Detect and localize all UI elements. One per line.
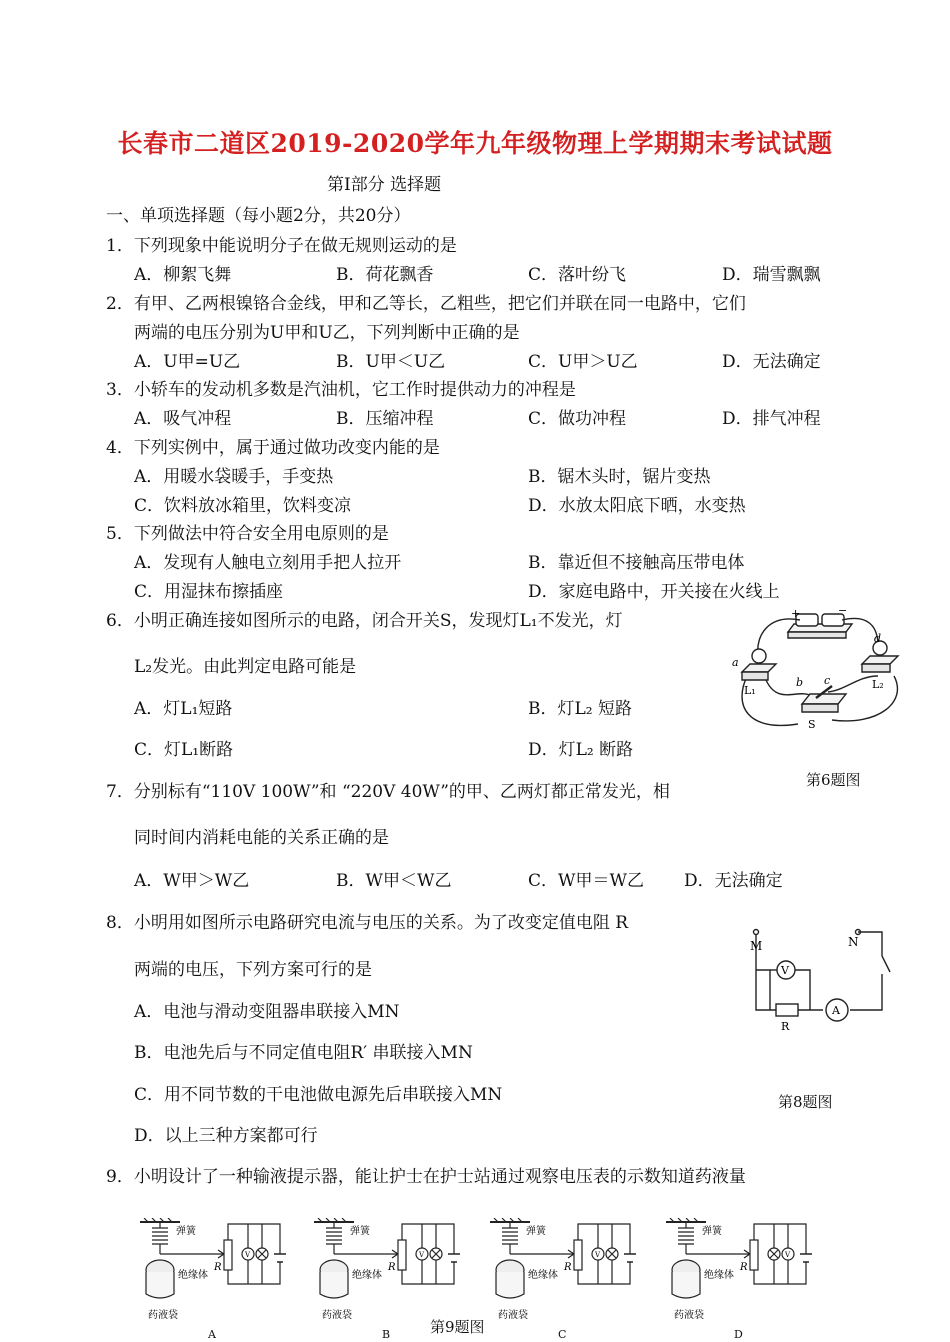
slider-arrow (334, 1250, 398, 1258)
terminal-d-label: d (874, 632, 882, 645)
q6-figure-caption: 第6题图 (806, 771, 861, 789)
battery-plus-label: + (791, 607, 801, 620)
battery (448, 1254, 460, 1262)
terminal-c-label: c (824, 674, 831, 687)
q8-option-d[interactable]: D．以上三种方案都可行 (134, 1126, 318, 1146)
q9-label-c: C (558, 1328, 567, 1341)
battery-minus-label: − (838, 606, 848, 617)
wire-l1-switch (766, 680, 812, 696)
q8-stem-line2: 两端的电压，下列方案可行的是 (134, 960, 372, 980)
spring (678, 1222, 694, 1254)
wire-battery-l2 (842, 618, 878, 646)
q5-option-d[interactable]: D．家庭电路中，开关接在火线上 (528, 582, 780, 602)
q9-diagram-c (490, 1218, 640, 1328)
drip-bag-body (320, 1272, 348, 1298)
q1-option-a[interactable]: A．柳絮飞舞 (134, 265, 232, 285)
battery (800, 1254, 812, 1262)
q6-circuit-figure (728, 606, 908, 738)
q6-option-a[interactable]: A．灯L₁短路 (134, 699, 233, 719)
q5-option-c[interactable]: C．用湿抹布擦插座 (134, 582, 284, 602)
spring-label: 弹簧 (526, 1226, 546, 1237)
switch-base-top (802, 694, 846, 704)
q6-stem-line1: 6．小明正确连接如图所示的电路，闭合开关S，发现灯L₁不发光，灯 (106, 611, 623, 631)
q7-stem-line2: 同时间内消耗电能的关系正确的是 (134, 828, 389, 848)
q6-option-d[interactable]: D．灯L₂ 断路 (528, 740, 634, 760)
l1-base-front (742, 672, 768, 680)
q7-stem-line1: 7．分别标有“110V 100W”和 “220V 40W”的甲、乙两灯都正常发光，相 (106, 782, 670, 802)
l1-base-top (742, 664, 776, 672)
q8-option-a[interactable]: A．电池与滑动变阻器串联接入MN (134, 1002, 400, 1022)
terminal-m-label: M (750, 939, 763, 953)
rheostat-label: R (388, 1262, 396, 1273)
q4-option-c[interactable]: C．饮料放冰箱里，饮料变凉 (134, 496, 352, 516)
rheostat-r (224, 1240, 232, 1270)
q2-option-a[interactable]: A．U甲=U乙 (134, 352, 241, 372)
wire-branch-left (756, 970, 770, 1010)
wire-right (850, 974, 882, 1010)
q4-stem: 4．下列实例中，属于通过做功改变内能的是 (106, 438, 440, 458)
battery-box-front (788, 632, 846, 638)
terminal-m (754, 930, 759, 935)
wire-switch-l2 (828, 676, 878, 692)
q5-stem: 5．下列做法中符合安全用电原则的是 (106, 524, 389, 544)
insulator-label: 绝缘体 (528, 1270, 558, 1281)
q9-label-d: D (734, 1328, 743, 1341)
q9-figure-d (666, 1218, 816, 1341)
lamp-l2-label: L₂ (872, 678, 884, 691)
q9-figure-a (140, 1218, 290, 1341)
voltmeter-label: V (245, 1251, 251, 1259)
q8-circuit-figure (740, 922, 920, 1034)
spring-label: 弹簧 (350, 1226, 370, 1237)
lamp-l1-label: L₁ (744, 684, 756, 697)
q9-label-b: B (382, 1328, 391, 1341)
terminal-b-label: b (796, 676, 804, 689)
q6-option-c[interactable]: C．灯L₁断路 (134, 740, 234, 760)
rheostat-r (574, 1240, 582, 1270)
section-heading: 一、单项选择题（每小题2分，共20分） (106, 206, 411, 226)
switch-s-label: S (808, 718, 816, 731)
q3-option-d[interactable]: D．排气冲程 (722, 409, 821, 429)
drip-bag-body (496, 1272, 524, 1298)
q7-option-b[interactable]: B．W甲＜W乙 (336, 871, 452, 891)
q9-label-a: A (208, 1328, 216, 1341)
wire-n-switch (858, 932, 882, 956)
voltmeter-label: V (785, 1251, 791, 1259)
page-title: 长春市二道区2019-2020学年九年级物理上学期期末考试试题 (117, 129, 833, 158)
voltmeter-label: V (781, 964, 789, 977)
voltmeter-label: V (419, 1251, 425, 1259)
q1-option-b[interactable]: B．荷花飘香 (336, 265, 434, 285)
spring-label: 弹簧 (702, 1226, 722, 1237)
q2-stem-line1: 2．有甲、乙两根镍铬合金线，甲和乙等长，乙粗些，把它们并联在同一电路中，它们 (106, 294, 746, 314)
spring-label: 弹簧 (176, 1226, 196, 1237)
ammeter-label: A (832, 1004, 840, 1017)
bag-label: 药液袋 (498, 1310, 528, 1321)
bag-label: 药液袋 (674, 1310, 704, 1321)
spring (152, 1222, 168, 1254)
drip-bag-body (146, 1272, 174, 1298)
q3-option-a[interactable]: A．吸气冲程 (134, 409, 232, 429)
rheostat-r (750, 1240, 758, 1270)
q5-option-a[interactable]: A．发现有人触电立刻用手把人拉开 (134, 553, 402, 573)
q1-option-c[interactable]: C．落叶纷飞 (528, 265, 627, 285)
battery (274, 1254, 286, 1262)
switch-blade (882, 956, 890, 972)
part-heading: 第I部分 选择题 (327, 175, 442, 195)
slider-arrow (160, 1250, 224, 1258)
switch-base-front (802, 704, 838, 712)
q2-option-c[interactable]: C．U甲＞U乙 (528, 352, 638, 372)
q7-option-d[interactable]: D．无法确定 (684, 871, 783, 891)
q2-option-b[interactable]: B．U甲＜U乙 (336, 352, 446, 372)
q2-stem-line2: 两端的电压分别为U甲和U乙，下列判断中正确的是 (134, 323, 520, 343)
bag-label: 药液袋 (322, 1310, 352, 1321)
q5-option-b[interactable]: B．靠近但不接触高压带电体 (528, 553, 745, 573)
insulator-label: 绝缘体 (178, 1270, 208, 1281)
rheostat-label: R (564, 1262, 572, 1273)
q8-option-b[interactable]: B．电池先后与不同定值电阻R′ 串联接入MN (134, 1043, 473, 1063)
q1-stem: 1．下列现象中能说明分子在做无规则运动的是 (106, 236, 457, 256)
q8-option-c[interactable]: C．用不同节数的干电池做电源先后串联接入MN (134, 1085, 503, 1105)
l1-bulb (752, 649, 766, 663)
resistor-label: R (781, 1020, 790, 1033)
rheostat-r (398, 1240, 406, 1270)
q1-option-d[interactable]: D．瑞雪飘飘 (722, 265, 821, 285)
q4-option-d[interactable]: D．水放太阳底下晒，水变热 (528, 496, 746, 516)
l2-base-top (862, 656, 898, 664)
spring (326, 1222, 342, 1254)
spring (502, 1222, 518, 1254)
q7-option-a[interactable]: A．W甲＞W乙 (134, 871, 250, 891)
resistor-r (776, 1004, 798, 1016)
wire-l1-bottom (742, 674, 798, 725)
bag-label: 药液袋 (148, 1310, 178, 1321)
terminal-a-label: a (732, 656, 739, 669)
q8-figure-caption: 第8题图 (778, 1093, 833, 1111)
q6-stem-line2: L₂发光。由此判定电路可能是 (134, 657, 357, 677)
q4-option-a[interactable]: A．用暖水袋暖手，手变热 (134, 467, 334, 487)
voltmeter-label: V (595, 1251, 601, 1259)
insulator-label: 绝缘体 (352, 1270, 382, 1281)
q9-figure-c (490, 1218, 640, 1341)
rheostat-label: R (740, 1262, 748, 1273)
drip-bag-body (672, 1272, 700, 1298)
rheostat-label: R (214, 1262, 222, 1273)
q9-diagram-a (140, 1218, 290, 1328)
battery (624, 1254, 636, 1262)
q3-stem: 3．小轿车的发动机多数是汽油机，它工作时提供动力的冲程是 (106, 380, 576, 400)
q3-option-c[interactable]: C．做功冲程 (528, 409, 627, 429)
q9-stem: 9．小明设计了一种输液提示器，能让护士在护士站通过观察电压表的示数知道药液量 (106, 1167, 746, 1187)
q7-option-c[interactable]: C．W甲＝W乙 (528, 871, 644, 891)
terminal-n-label: N (848, 935, 859, 949)
q9-diagram-d (666, 1218, 816, 1328)
q2-option-d[interactable]: D．无法确定 (722, 352, 821, 372)
q3-option-b[interactable]: B．压缩冲程 (336, 409, 434, 429)
slider-arrow (686, 1250, 750, 1258)
q8-stem-line1: 8．小明用如图所示电路研究电流与电压的关系。为了改变定值电阻 R (106, 913, 629, 933)
l2-base-front (862, 664, 890, 672)
q4-option-b[interactable]: B．锯木头时，锯片变热 (528, 467, 711, 487)
slider-arrow (510, 1250, 574, 1258)
q9-figure-caption: 第9题图 (430, 1318, 485, 1336)
q9-diagram-b (314, 1218, 464, 1328)
insulator-label: 绝缘体 (704, 1270, 734, 1281)
q6-option-b[interactable]: B．灯L₂ 短路 (528, 699, 633, 719)
